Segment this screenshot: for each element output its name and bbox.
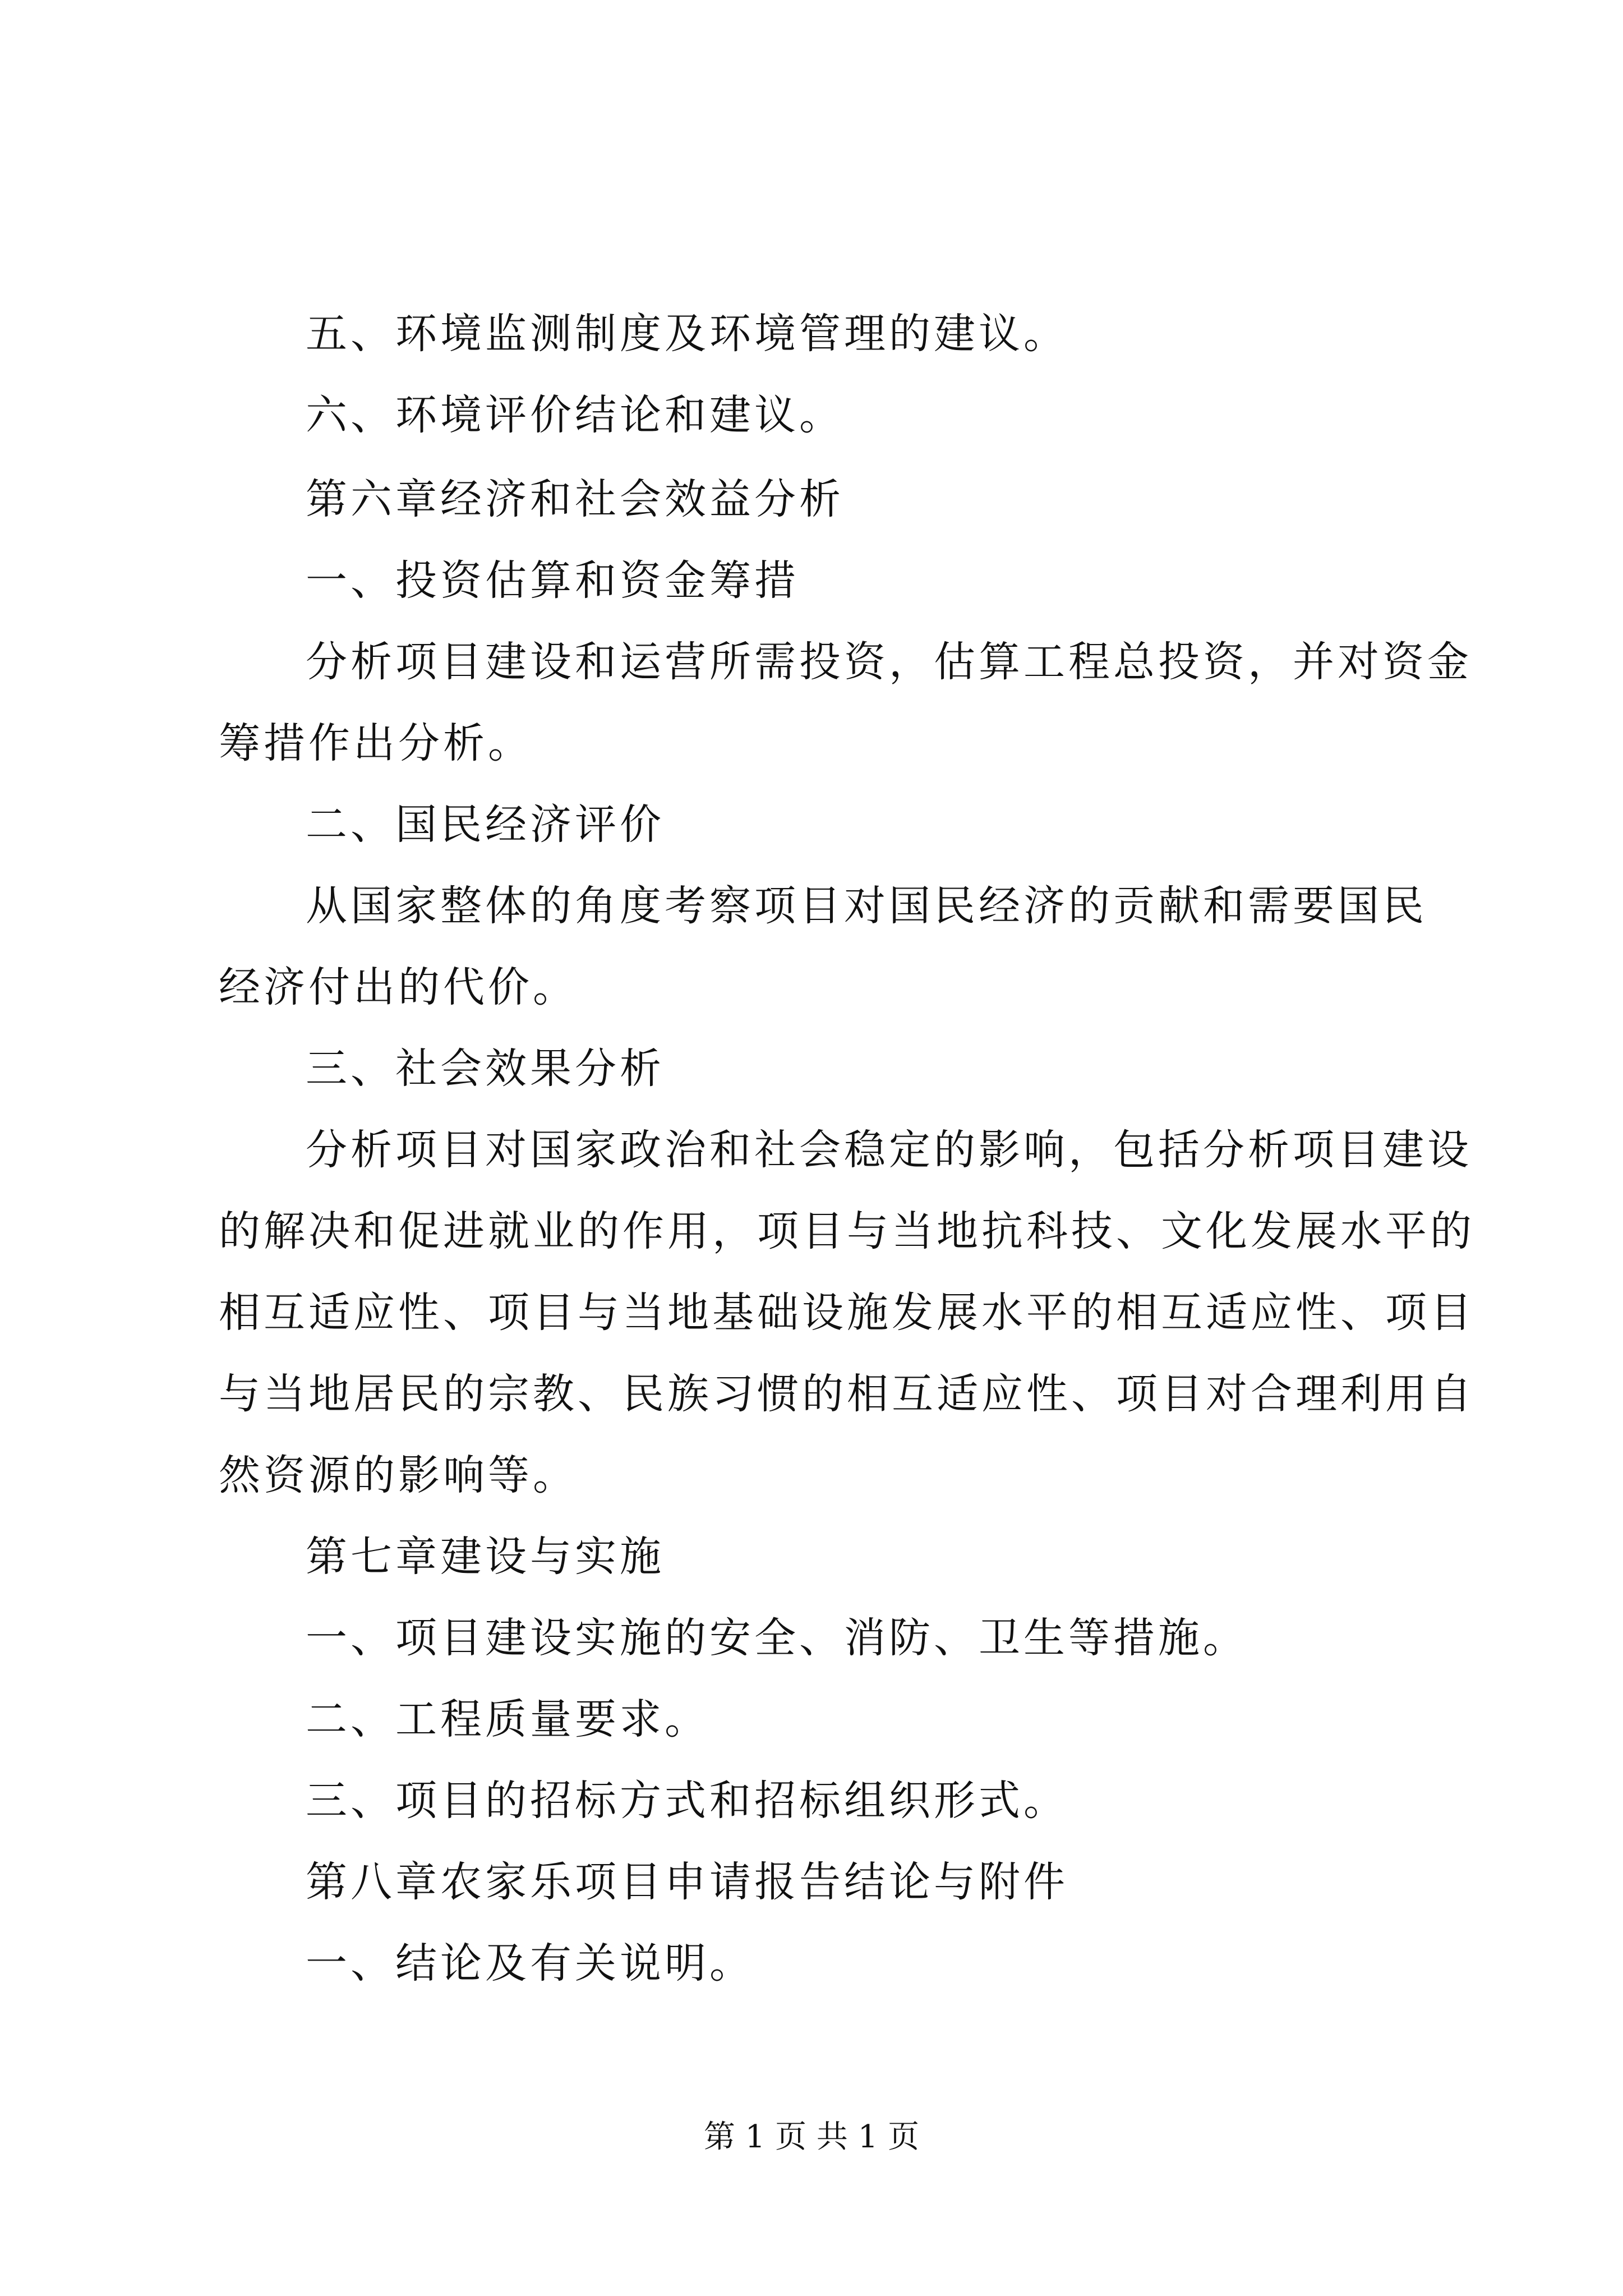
page-number-footer: 第 1 页 共 1 页 [703, 2119, 920, 2155]
text-line: 一、项目建设实施的安全、消防、卫生等措施。 [306, 1614, 1248, 1662]
text-line: 五、环境监测制度及环境管理的建议。 [306, 310, 1068, 358]
text-line: 分析项目建设和运营所需投资，估算工程总投资，并对资金 [306, 638, 1472, 686]
chapter-heading: 第七章建设与实施 [306, 1533, 665, 1581]
text-line: 筹措作出分析。 [219, 719, 533, 767]
text-line: 从国家整体的角度考察项目对国民经济的贡献和需要国民 [306, 882, 1427, 930]
text-line: 六、环境评价结论和建议。 [306, 391, 844, 439]
text-line: 然资源的影响等。 [219, 1451, 578, 1499]
text-line: 的解决和促进就业的作用，项目与当地抗科技、文化发展水平的 [219, 1207, 1475, 1255]
text-line: 二、工程质量要求。 [306, 1695, 709, 1743]
section-heading: 一、投资估算和资金筹措 [306, 556, 799, 605]
chapter-heading: 第八章农家乐项目申请报告结论与附件 [306, 1858, 1068, 1906]
text-line: 相互适应性、项目与当地基础设施发展水平的相互适应性、项目 [219, 1289, 1475, 1337]
text-line: 三、项目的招标方式和招标组织形式。 [306, 1777, 1068, 1825]
section-heading: 三、社会效果分析 [306, 1045, 665, 1093]
section-heading: 二、国民经济评价 [306, 800, 665, 849]
text-line: 经济付出的代价。 [219, 963, 578, 1011]
text-line: 与当地居民的宗教、民族习惯的相互适应性、项目对合理利用自 [219, 1370, 1475, 1418]
text-line: 一、结论及有关说明。 [306, 1939, 754, 1987]
text-line: 分析项目对国家政治和社会稳定的影响，包括分析项目建设 [306, 1126, 1472, 1174]
chapter-heading: 第六章经济和社会效益分析 [306, 475, 844, 523]
